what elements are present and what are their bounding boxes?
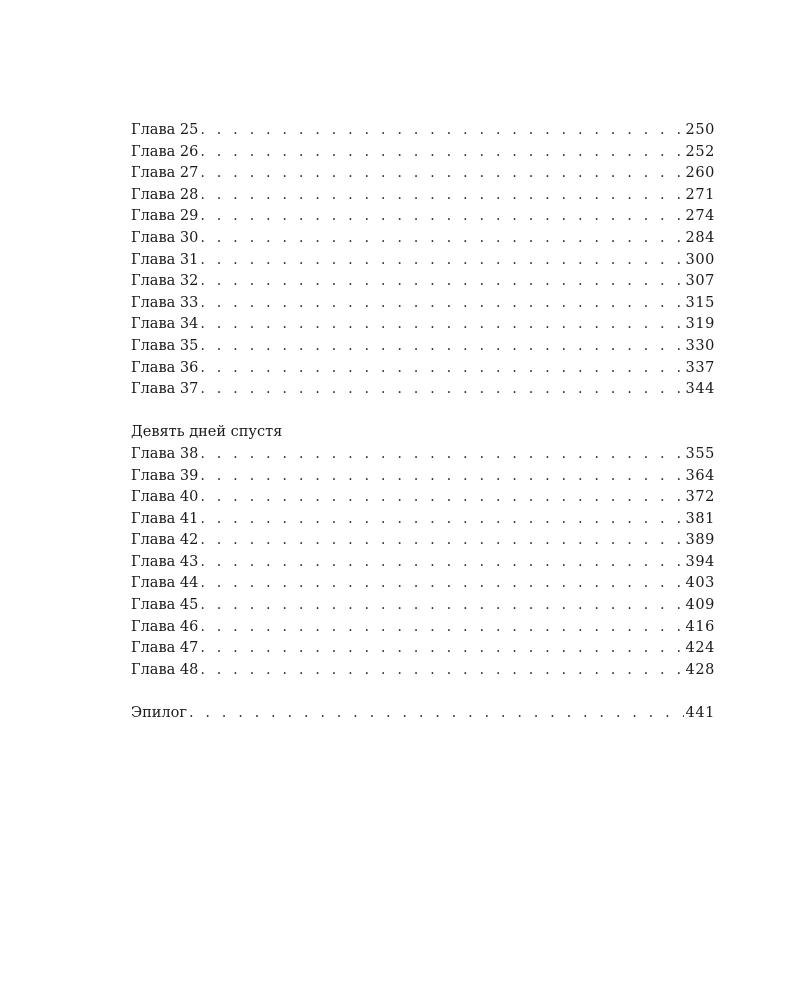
toc-entry-label: Эпилог [131,705,187,722]
toc-leader-dots [200,487,683,509]
toc-entry-page: 441 [685,705,715,722]
toc-entry-page: 319 [685,316,715,333]
toc-entry-page: 381 [685,510,715,527]
toc-leader-dots [200,573,683,595]
toc-entry-page: 300 [685,251,715,268]
section-spacer [131,401,715,423]
toc-entry-page: 315 [685,294,715,311]
toc-leader-dots [200,530,683,552]
toc-entry[interactable] [131,336,715,358]
toc-entry-label: Глава 41 [131,510,199,527]
toc-entry-label: Глава 46 [131,618,199,635]
toc-leader-dots [200,552,683,574]
toc-entry-page: 389 [685,532,715,549]
toc-entry-page: 250 [685,122,715,138]
toc-leader-dots [200,444,683,466]
toc-leader-dots [200,120,683,142]
toc-entry-label: Глава 28 [131,186,199,203]
toc-entry-label: Глава 31 [131,251,199,268]
toc-entry-label: Глава 25 [131,122,199,138]
toc-entry[interactable] [131,185,715,207]
toc-leader-dots [200,314,683,336]
toc-entry-page: 307 [685,273,715,290]
toc-entry[interactable] [131,638,715,660]
toc-entry[interactable] [131,530,715,552]
toc-entry-label: Глава 26 [131,143,199,160]
toc-entry-label: Глава 45 [131,597,199,614]
toc-entry[interactable] [131,660,715,682]
toc-entry[interactable] [131,142,715,164]
toc-entry[interactable] [131,120,715,142]
toc-entry-label: Глава 48 [131,661,199,678]
toc-leader-dots [200,185,683,207]
toc-entry-label: Глава 42 [131,532,199,549]
toc-entry[interactable] [131,509,715,531]
toc-leader-dots [200,358,683,380]
toc-entry-page: 337 [685,359,715,376]
toc-entry[interactable] [131,617,715,639]
toc-leader-dots [200,293,683,315]
toc-leader-dots [200,142,683,164]
toc-leader-dots [200,250,683,272]
toc-entry-label: Глава 32 [131,273,199,290]
toc-entry[interactable] [131,573,715,595]
toc-entry-page: 372 [685,489,715,506]
toc-leader-dots [200,595,683,617]
section-heading: Девять дней спустя [131,424,283,441]
toc-entry-label: Глава 47 [131,640,199,657]
toc-entry[interactable] [131,552,715,574]
toc-entry-page: 274 [685,208,715,225]
toc-leader-dots [200,228,683,250]
toc-entry-label: Глава 39 [131,467,199,484]
toc-entry-page: 403 [685,575,715,592]
toc-entry-label: Глава 34 [131,316,199,333]
toc-entry[interactable] [131,250,715,272]
toc-entry-label: Глава 36 [131,359,199,376]
toc-leader-dots [189,703,684,725]
toc-entry-page: 416 [685,618,715,635]
toc-entry[interactable] [131,466,715,488]
toc-group-1 [131,120,715,401]
toc-entry-label: Глава 33 [131,294,199,311]
toc-entry[interactable] [131,206,715,228]
toc-entry-label: Глава 40 [131,489,199,506]
toc-leader-dots [200,617,683,639]
toc-entry-page: 394 [685,553,715,570]
toc-entry-page: 271 [685,186,715,203]
toc-entry[interactable] [131,314,715,336]
toc-entry-label: Глава 38 [131,445,199,462]
toc-entry-page: 344 [685,381,715,398]
toc-leader-dots [200,206,683,228]
toc-entry[interactable] [131,293,715,315]
toc-leader-dots [200,509,683,531]
toc-entry-page: 355 [685,445,715,462]
toc-entry-page: 284 [685,229,715,246]
table-of-contents [131,120,715,725]
toc-entry-label: Глава 30 [131,229,199,246]
toc-entry[interactable] [131,228,715,250]
toc-entry-page: 428 [685,661,715,678]
toc-entry-label: Глава 35 [131,337,199,354]
toc-leader-dots [200,379,683,401]
toc-entry[interactable] [131,487,715,509]
toc-entry-page: 252 [685,143,715,160]
toc-entry[interactable] [131,595,715,617]
toc-entry-page: 260 [685,165,715,182]
toc-group-2 [131,444,715,682]
toc-entry[interactable] [131,163,715,185]
toc-entry-epilogue[interactable] [131,703,715,725]
toc-leader-dots [200,660,683,682]
toc-leader-dots [200,336,683,358]
toc-entry[interactable] [131,358,715,380]
toc-entry-label: Глава 27 [131,165,199,182]
toc-entry-page: 409 [685,597,715,614]
toc-entry-label: Глава 44 [131,575,199,592]
toc-entry[interactable] [131,444,715,466]
toc-entry[interactable] [131,379,715,401]
toc-entry-label: Глава 37 [131,381,199,398]
section-spacer [131,681,715,703]
toc-entry-page: 424 [685,640,715,657]
toc-entry-page: 364 [685,467,715,484]
toc-entry-label: Глава 43 [131,553,199,570]
toc-leader-dots [200,638,683,660]
toc-entry[interactable] [131,271,715,293]
toc-entry-page: 330 [685,337,715,354]
toc-entry-label: Глава 29 [131,208,199,225]
toc-leader-dots [200,163,683,185]
toc-leader-dots [200,466,683,488]
toc-leader-dots [200,271,683,293]
